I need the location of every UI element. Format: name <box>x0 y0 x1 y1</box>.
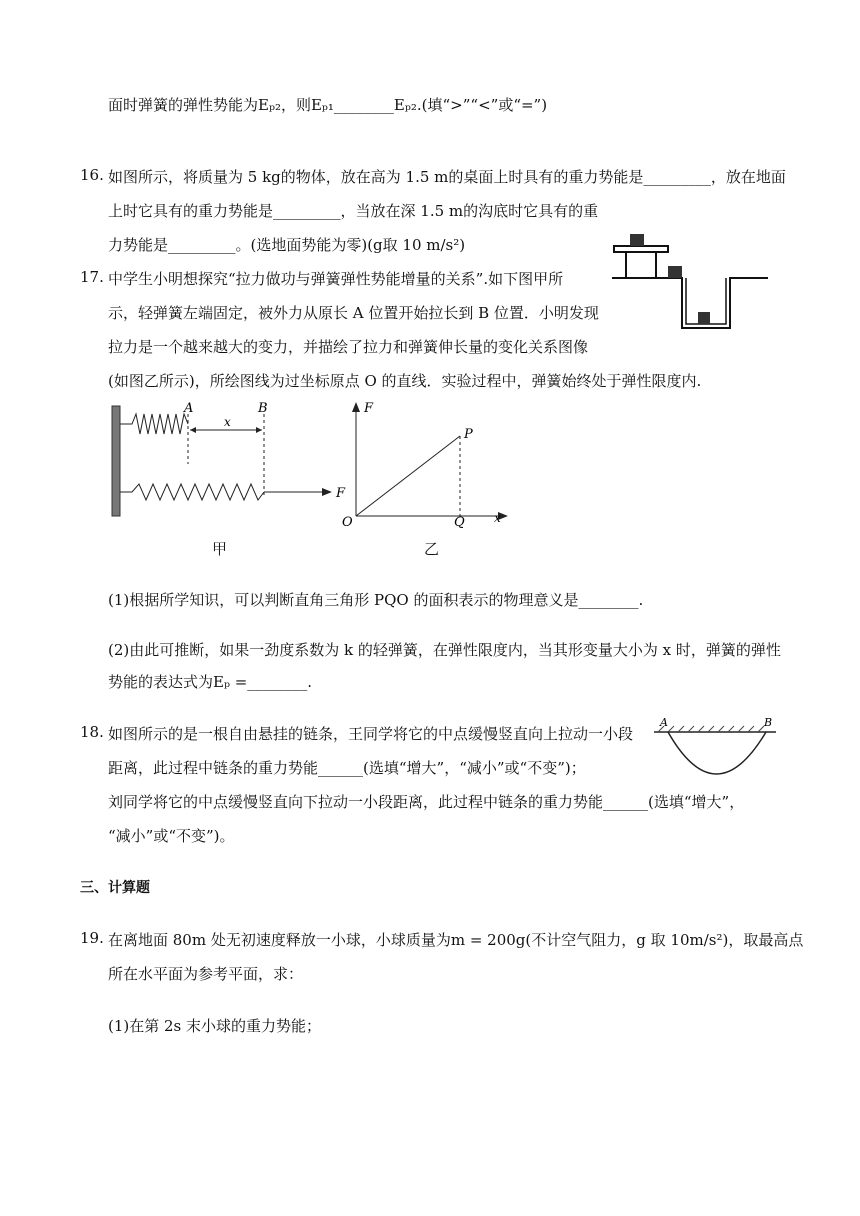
question-17-sub-2-line-1: (2)由此可推断，如果一劲度系数为 k 的轻弹簧，在弹性限度内，当其形变量大小为 x 时，弹簧的弹性 <box>108 641 781 659</box>
block-in-ditch <box>698 312 710 324</box>
chain-curve <box>668 732 766 774</box>
figure-jia-caption: 甲 <box>212 540 228 558</box>
question-17-line-3: 拉力是一个越来越大的变力，并描绘了拉力和弹簧伸长量的变化关系图像 <box>108 338 589 356</box>
question-17-number: 17. <box>80 268 104 286</box>
question-19-line-2: 所在水平面为参考平面，求： <box>108 965 304 983</box>
figure-yi-caption: 乙 <box>424 540 440 558</box>
force-extension-graph <box>340 398 520 528</box>
table-top <box>614 246 668 252</box>
question-16-figure <box>610 226 770 336</box>
force-arrowhead <box>322 488 332 496</box>
graph-label-q: Q <box>454 515 465 528</box>
question-16-line-3: 力势能是_________。(选地面势能为零)(g取 10 m/s²) <box>108 236 466 254</box>
question-18-line-3: 刘同学将它的中点缓慢竖直向下拉动一小段距离，此过程中链条的重力势能______(选填“增大”， <box>108 793 745 811</box>
question-19-sub-1: (1)在第 2s 末小球的重力势能； <box>108 1017 322 1035</box>
y-axis-arrow <box>352 402 360 412</box>
block-on-table <box>630 234 644 246</box>
question-19-number: 19. <box>80 929 104 947</box>
chain-label-a: A <box>660 716 668 729</box>
question-15-tail: 面时弹簧的弹性势能为Eₚ₂，则Eₚ₁________Eₚ₂.(填“>”“<”或“=”) <box>108 96 548 114</box>
question-17-sub-2-line-2: 势能的表达式为Eₚ =________. <box>108 673 313 691</box>
question-18-line-2: 距离，此过程中链条的重力势能______(选填“增大”，“减小”或“不变”)； <box>108 759 586 777</box>
chain-label-b: B <box>764 716 773 729</box>
question-18-line-4: “减小”或“不变”)。 <box>108 827 235 845</box>
question-16-number: 16. <box>80 166 104 184</box>
spring-figure <box>106 400 356 525</box>
question-17-line-1: 中学生小明想探究“拉力做功与弹簧弹性势能增量的关系”.如下图甲所 <box>108 270 564 288</box>
question-17-line-2: 示，轻弹簧左端固定，被外力从原长 A 位置开始拉长到 B 位置．小明发现 <box>108 304 599 322</box>
hanging-chain-figure <box>650 712 780 788</box>
question-17-line-4: (如图乙所示)，所绘图线为过坐标原点 O 的直线．实验过程中，弹簧始终处于弹性限度内. <box>108 372 702 390</box>
label-b: B <box>258 401 268 416</box>
extension-arrowhead-left <box>190 427 196 433</box>
ceiling-hatch <box>658 726 764 732</box>
extension-arrowhead-right <box>256 427 262 433</box>
graph-label-o: O <box>342 515 353 528</box>
fixed-wall <box>112 406 120 516</box>
label-a: A <box>184 401 194 416</box>
label-x: x <box>224 415 231 429</box>
graph-label-f: F <box>364 401 374 416</box>
question-18-line-1: 如图所示的是一根自由悬挂的链条，王同学将它的中点缓慢竖直向上拉动一小段 <box>108 725 634 743</box>
graph-label-x: x <box>494 511 501 525</box>
spring-natural <box>120 414 188 434</box>
block-on-ground <box>668 266 682 278</box>
question-16-line-2: 上时它具有的重力势能是_________，当放在深 1.5 m的沟底时它具有的重 <box>108 202 599 220</box>
question-16-line-1: 如图所示，将质量为 5 kg的物体，放在高为 1.5 m的桌面上时具有的重力势能是_________，放在地面 <box>108 168 786 186</box>
question-17-sub-1: (1)根据所学知识，可以判断直角三角形 PQO 的面积表示的物理意义是________. <box>108 591 644 609</box>
label-f: F <box>336 486 346 501</box>
question-19-line-1: 在离地面 80m 处无初速度释放一小球，小球质量为m = 200g(不计空气阻力，g 取 10m/s²)，取最高点 <box>108 931 804 949</box>
graph-label-p: P <box>464 427 473 442</box>
ground-and-ditch <box>612 278 768 328</box>
section-3-heading: 三、计算题 <box>80 880 150 896</box>
force-line <box>356 436 460 516</box>
spring-stretched <box>120 484 264 500</box>
question-18-number: 18. <box>80 723 104 741</box>
